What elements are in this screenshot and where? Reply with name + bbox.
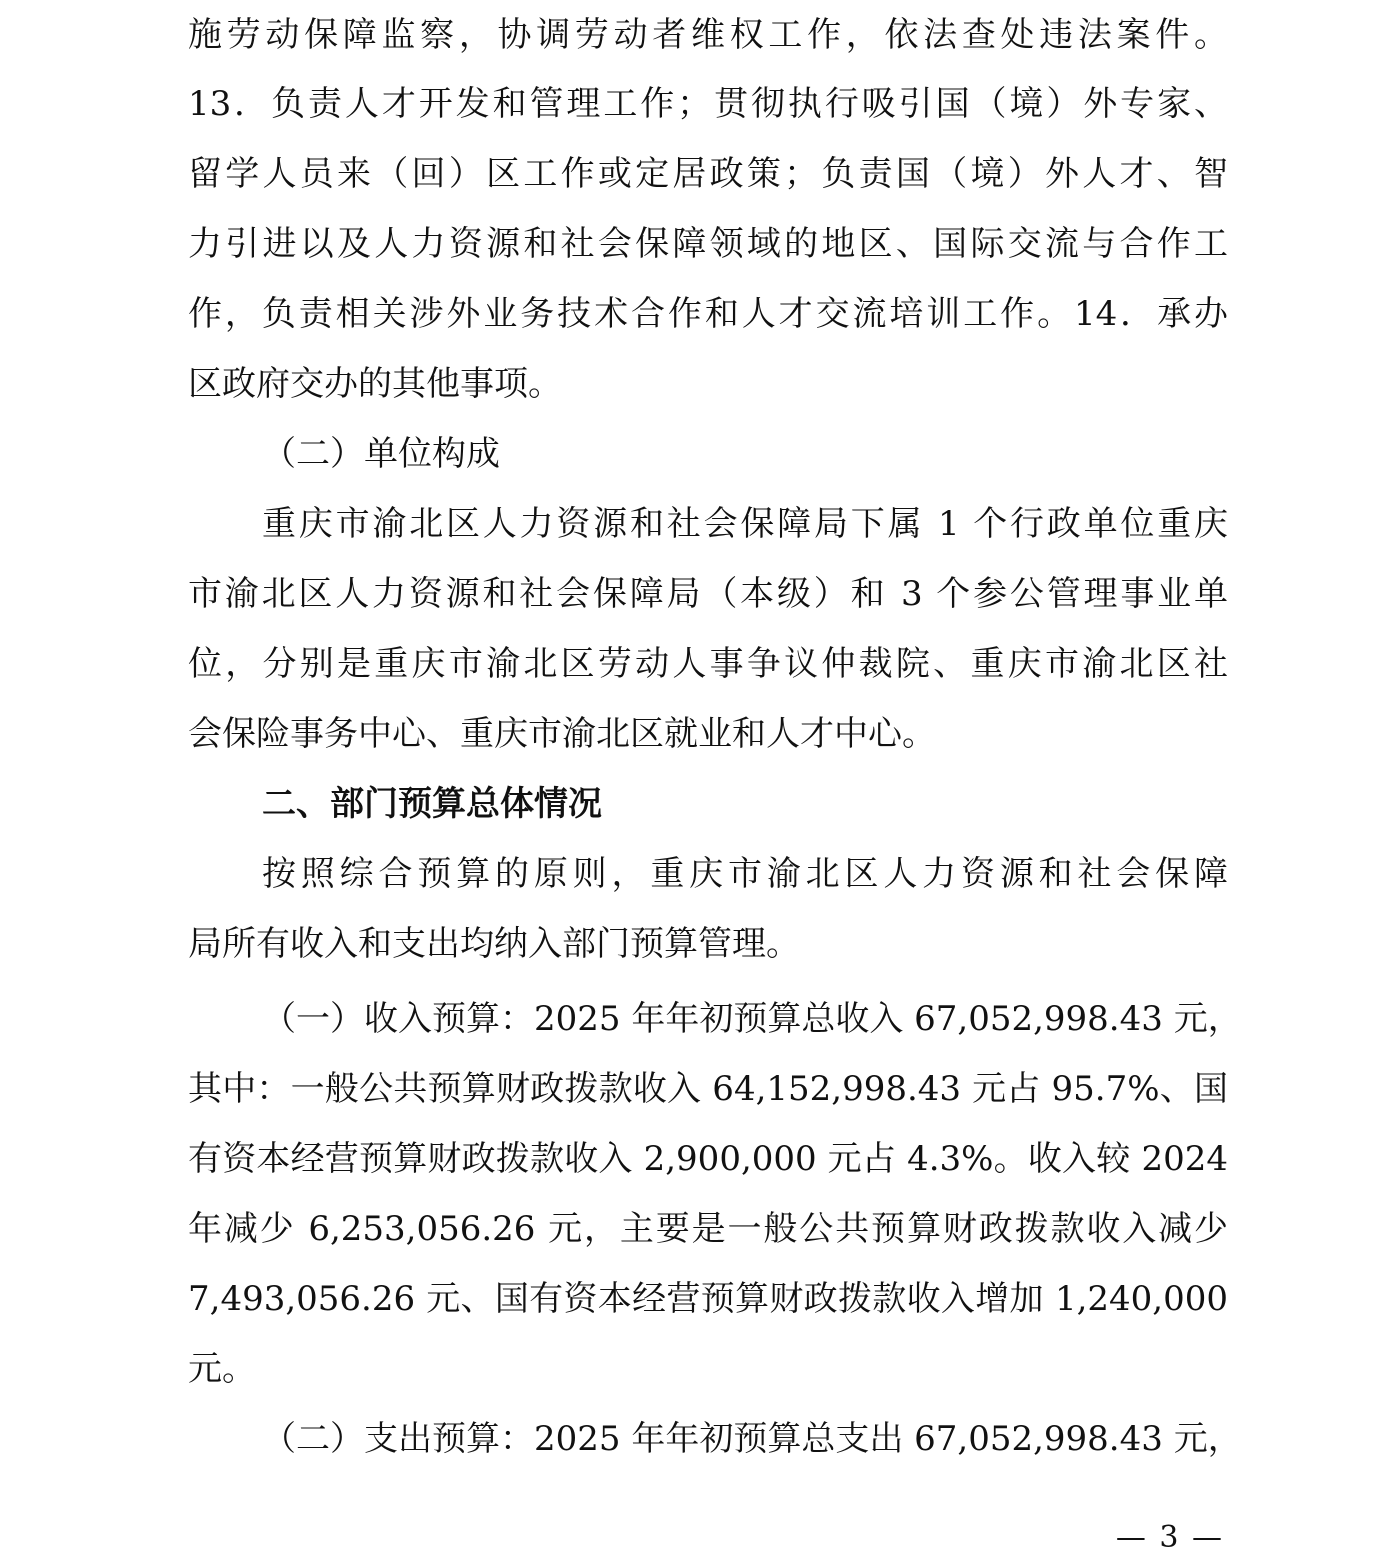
- body-line: 按照综合预算的原则，重庆市渝北区人力资源和社会保障: [262, 854, 1228, 894]
- section-heading-unit-composition: （二）单位构成: [262, 434, 500, 474]
- body-line: 重庆市渝北区人力资源和社会保障局下属 1 个行政单位重庆: [262, 504, 1228, 544]
- body-line: 有资本经营预算财政拨款收入 2,900,000 元占 4.3%。收入较 2024: [188, 1139, 1228, 1179]
- body-line: 7,493,056.26 元、国有资本经营预算财政拨款收入增加 1,240,000: [188, 1279, 1228, 1319]
- section-heading-budget-overview: 二、部门预算总体情况: [262, 784, 602, 824]
- body-line: 元。: [188, 1349, 256, 1389]
- body-line: 力引进以及人力资源和社会保障领域的地区、国际交流与合作工: [188, 224, 1228, 264]
- body-line: 位，分别是重庆市渝北区劳动人事争议仲裁院、重庆市渝北区社: [188, 644, 1228, 684]
- document-page: [188, 0, 1242, 1554]
- expenditure-budget-line: （二）支出预算：2025 年年初预算总支出 67,052,998.43 元，: [262, 1419, 1242, 1459]
- body-line: 13．负责人才开发和管理工作；贯彻执行吸引国（境）外专家、: [188, 84, 1228, 124]
- body-line: 施劳动保障监察，协调劳动者维权工作，依法查处违法案件。: [188, 15, 1228, 55]
- body-line: 年减少 6,253,056.26 元，主要是一般公共预算财政拨款收入减少: [188, 1209, 1228, 1249]
- body-line: 其中：一般公共预算财政拨款收入 64,152,998.43 元占 95.7%、国: [188, 1069, 1228, 1109]
- body-line: 作，负责相关涉外业务技术合作和人才交流培训工作。14．承办: [188, 294, 1228, 334]
- body-line: 市渝北区人力资源和社会保障局（本级）和 3 个参公管理事业单: [188, 574, 1228, 614]
- income-budget-line: （一）收入预算：2025 年年初预算总收入 67,052,998.43 元，: [262, 999, 1242, 1039]
- body-line: 留学人员来（回）区工作或定居政策；负责国（境）外人才、智: [188, 154, 1228, 194]
- body-line: 会保险事务中心、重庆市渝北区就业和人才中心。: [188, 714, 936, 754]
- body-line: 局所有收入和支出均纳入部门预算管理。: [188, 924, 800, 964]
- body-line: 区政府交办的其他事项。: [188, 364, 562, 404]
- page-number: — 3 —: [1115, 1520, 1224, 1555]
